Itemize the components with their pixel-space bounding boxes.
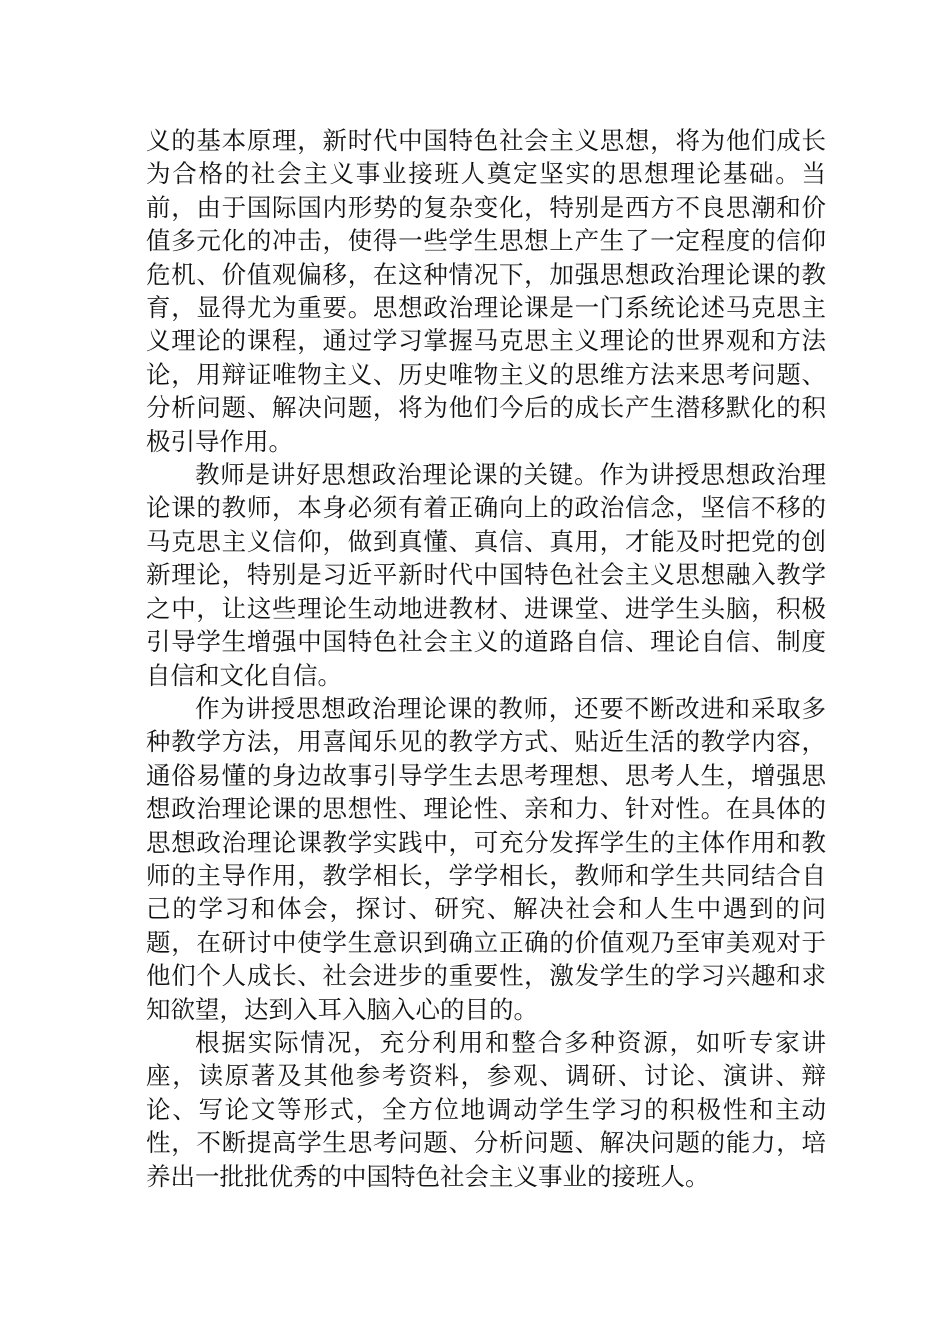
paragraph-4: 根据实际情况，充分利用和整合多种资源，如听专家讲座，读原著及其他参考资料，参观、调研、讨论、演讲、辩论、写论文等形式，全方位地调动学生学习的积极性和主动性，不断提高学生思考问题、分析问题、解决问题的能力，培养出一批批优秀的中国特色社会主义事业的接班人。 bbox=[146, 1027, 826, 1191]
paragraph-1: 义的基本原理，新时代中国特色社会主义思想，将为他们成长为合格的社会主义事业接班人奠定坚实的思想理论基础。当前，由于国际国内形势的复杂变化，特别是西方不良思潮和价值多元化的冲击，使得一些学生思想上产生了一定程度的信仰危机、价值观偏移，在这种情况下，加强思想政治理论课的教育，显得尤为重要。思想政治理论课是一门系统论述马克思主义理论的课程，通过学习掌握马克思主义理论的世界观和方法论，用辩证唯物主义、历史唯物主义的思维方法来思考问题、分析问题、解决问题，将为他们今后的成长产生潜移默化的积极引导作用。 bbox=[146, 126, 826, 456]
paragraph-3: 作为讲授思想政治理论课的教师，还要不断改进和采取多种教学方法，用喜闻乐见的教学方式、贴近生活的教学内容，通俗易懂的身边故事引导学生去思考理想、思考人生，增强思想政治理论课的思想性、理论性、亲和力、针对性。在具体的思想政治理论课教学实践中，可充分发挥学生的主体作用和教师的主导作用，教学相长，学学相长，教师和学生共同结合自己的学习和体会，探讨、研究、解决社会和人生中遇到的问题，在研讨中使学生意识到确立正确的价值观乃至审美观对于他们个人成长、社会进步的重要性，激发学生的学习兴趣和求知欲望，达到入耳入脑入心的目的。 bbox=[146, 693, 826, 1024]
paragraph-2: 教师是讲好思想政治理论课的关键。作为讲授思想政治理论课的教师，本身必须有着正确向上的政治信念，坚信不移的马克思主义信仰，做到真懂、真信、真用，才能及时把党的创新理论，特别是习近平新时代中国特色社会主义思想融入教学之中，让这些理论生动地进教材、进课堂、进学生头脑，积极引导学生增强中国特色社会主义的道路自信、理论自信、制度自信和文化自信。 bbox=[146, 460, 826, 690]
body-text bbox=[146, 124, 826, 1193]
